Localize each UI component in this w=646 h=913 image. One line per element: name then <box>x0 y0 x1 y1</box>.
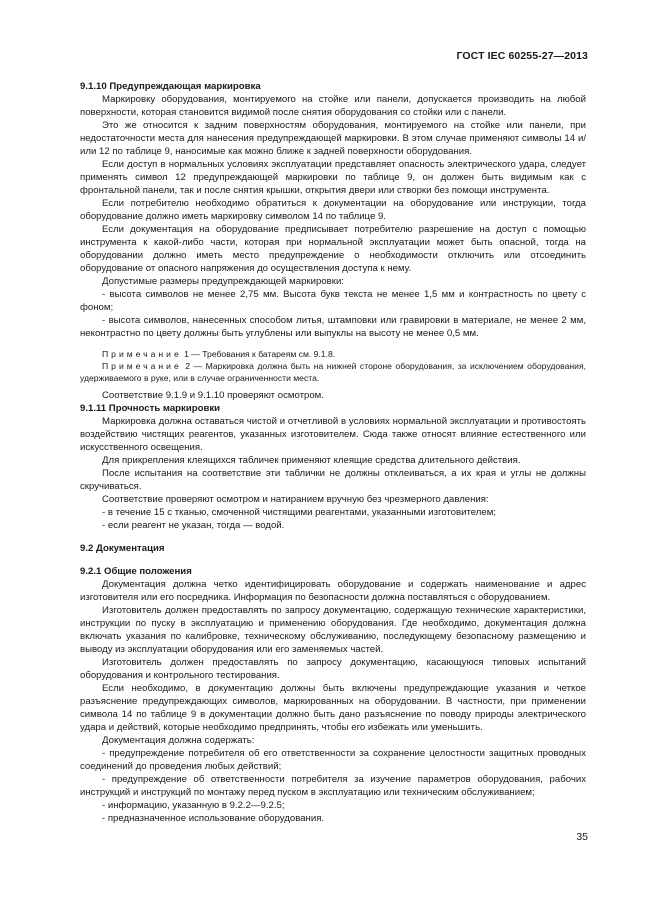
paragraph: Документация должна содержать: <box>102 735 255 746</box>
list-item: - предупреждение потребителя об его ответственности за сохранение целостности защитных проводных соединений до проведения любых действий; <box>80 748 586 772</box>
note-2 <box>80 360 586 384</box>
note-label: Примечание <box>102 349 182 359</box>
paragraph: Если потребителю необходимо обратиться к документации на оборудование или инструкции, тогда оборудование должно иметь маркировку символом 14 по таблице 9. <box>80 198 586 222</box>
section-heading-9-1-10: 9.1.10 Предупреждающая маркировка <box>80 81 261 92</box>
list-item: - предназначенное использование оборудования. <box>102 813 325 824</box>
paragraph: Изготовитель должен предоставлять по запросу документацию, касающуюся типовых испытаний оборудования и контрольного тестирования. <box>80 657 586 681</box>
standard-header: ГОСТ IEC 60255-27—2013 <box>456 50 588 62</box>
paragraph: Это же относится к задним поверхностям оборудования, монтируемого на стойке или панели, при недостаточности места для нанесения предупреждающей маркировки. В этом случае применяют символы 14 и/или 12 по таблице 9, наносимые как можно ближе к задней поверхности оборудования. <box>80 120 586 157</box>
paragraph: Соответствие 9.1.9 и 9.1.10 проверяют осмотром. <box>102 390 324 401</box>
list-item: - предупреждение об ответственности потребителя за изучение параметров оборудования, рабочих инструкций и инструкций по монтажу перед пуском в эксплуатацию или техническим обслуживанием; <box>80 774 586 798</box>
list-item: - информацию, указанную в 9.2.2—9.2.5; <box>102 800 285 811</box>
paragraph: Если документация на оборудование предписывает потребителю разрешение на доступ с помощью инструмента к какой-либо части, которая при нормальной эксплуатации может быть опасной, тогда на оборудовании должно иметь место предупреждение о необходимости отключить или отсоединить оборудование от опасного напряжения до осуществления доступа к нему. <box>80 224 586 274</box>
paragraph: Маркировка должна оставаться чистой и отчетливой в условиях нормальной эксплуатации и противостоять воздействию чистящих реагентов, указанных изготовителем. Сюда также относят влияние естественного или искусственного освещения. <box>80 416 586 453</box>
paragraph: После испытания на соответствие эти таблички не должны отклеиваться, а их края и углы не должны скручиваться. <box>80 468 586 492</box>
paragraph: Маркировку оборудования, монтируемого на стойке или панели, допускается производить на любой поверхности, которая становится видимой после снятия оборудования со стойки или с панели. <box>80 94 586 118</box>
list-item: - высота символов не менее 2,75 мм. Высота букв текста не менее 1,5 мм и контрастность по цвету с фоном; <box>80 289 586 313</box>
list-item: - если реагент не указан, тогда — водой. <box>102 520 285 531</box>
list-item: - в течение 15 с тканью, смоченной чистящими реагентами, указанными изготовителем; <box>102 507 496 518</box>
note-1 <box>80 348 586 360</box>
note-text: 1 — Требования к батареям см. 9.1.8. <box>181 349 336 359</box>
paragraph: Допустимые размеры предупреждающей маркировки: <box>102 276 344 287</box>
section-heading-9-1-11: 9.1.11 Прочность маркировки <box>80 403 221 414</box>
paragraph: Изготовитель должен предоставлять по запросу документацию, содержащую технические характеристики, инструкции по пуску в эксплуатацию и применению оборудования. Где необходимо, документация должна включать указания по калибровке, техническому обслуживанию, последующему безопасному размещению и выводу из эксплуатации оборудования или его заменяемых частей. <box>80 605 586 655</box>
paragraph: Если необходимо, в документацию должны быть включены предупреждающие указания и четкое разъяснение предупреждающих символов, маркированных на оборудовании. В частности, при применении символа 14 по таблице 9 в документации должно быть дано разъяснение по поводу природы электрического удара и действий, которые необходимо предпринять, чтобы его избежать или уменьшить. <box>80 683 586 733</box>
page-content <box>80 80 586 825</box>
paragraph: Соответствие проверяют осмотром и натиранием вручную без чрезмерного давления: <box>102 494 489 505</box>
list-item: - высота символов, нанесенных способом литья, штамповки или гравировки в материале, не менее 2 мм, неконтрастно по цвету должны быть углублены или выпуклы на высоту не менее 0,5 мм. <box>80 315 586 339</box>
note-label: Примечание <box>102 361 182 371</box>
paragraph: Документация должна четко идентифицировать оборудование и содержать наименование и адрес изготовителя или его посредника. Информация по безопасности должна поставляться с оборудованием. <box>80 579 586 603</box>
page-number: 35 <box>576 831 588 843</box>
note-text: 2 — Маркировка должна быть на нижней стороне оборудования, за исключением оборудования, удерживаемого в руке, или в случае ограниченности места. <box>80 361 586 383</box>
section-heading-9-2-1: 9.2.1 Общие положения <box>80 566 192 577</box>
section-heading-9-2: 9.2 Документация <box>80 543 165 554</box>
paragraph: Если доступ в нормальных условиях эксплуатации представляет опасность электрического удара, следует применять символ 12 предупреждающей маркировки по таблице 9, он должен быть видимым как с фронтальной панели, так и после снятия крышки, открытия двери или створки без помощи инструмента. <box>80 159 586 196</box>
paragraph: Для прикрепления клеящихся табличек применяют клеящие средства длительного действия. <box>102 455 521 466</box>
